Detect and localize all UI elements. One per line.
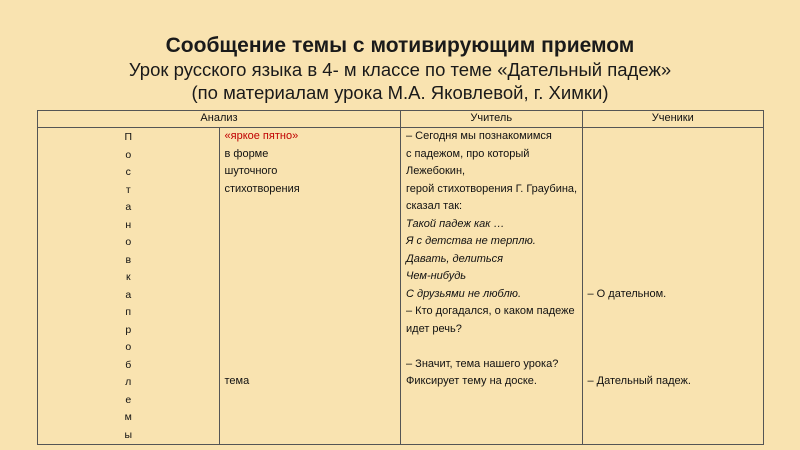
- poem-line: Давать, делиться: [406, 252, 504, 265]
- table-header-row: [38, 111, 764, 128]
- analysis-line: в форме: [224, 147, 269, 160]
- student-answer: – Дательный падеж.: [587, 375, 691, 387]
- poem-line: С друзьями не люблю.: [406, 287, 522, 300]
- vertical-letter: о: [125, 148, 132, 161]
- slide-header: [0, 33, 800, 104]
- vertical-letter: о: [125, 236, 132, 248]
- teacher-line: – Сегодня мы познакомимся: [406, 130, 552, 142]
- slide-title: Сообщение темы с мотивирующим приемом: [165, 34, 635, 57]
- teacher-line: сказал так:: [406, 200, 463, 212]
- header-students: Ученики: [582, 111, 764, 128]
- header-analysis: Анализ: [38, 111, 401, 128]
- vertical-letter: т: [125, 183, 131, 196]
- vertical-letter: с: [125, 166, 131, 178]
- slide-subtitle-line2: (по материалам урока М.А. Яковлевой, г. Химки): [191, 82, 609, 103]
- bright-spot-label: «яркое пятно»: [224, 130, 299, 142]
- analysis-line: шуточного: [224, 165, 278, 177]
- vertical-letter: в: [125, 253, 132, 266]
- analysis-line: стихотворения: [224, 182, 300, 195]
- poem-line: Такой падеж как …: [406, 217, 505, 230]
- students-cell: [582, 128, 764, 445]
- slide-subtitle-line1: Урок русского языка в 4- м классе по теме «Дательный падеж»: [128, 59, 672, 80]
- analysis-theme: тема: [224, 375, 250, 387]
- teacher-note: Фиксирует тему на доске.: [406, 375, 537, 387]
- vertical-label: [38, 128, 219, 444]
- poem-line: Я с детства не терплю.: [406, 235, 536, 247]
- teacher-question: – Кто догадался, о каком падеже: [406, 305, 575, 317]
- analysis-cell: [219, 128, 401, 445]
- teacher-question: – Значит, тема нашего урока?: [406, 357, 559, 370]
- vertical-letter: м: [124, 411, 132, 423]
- teacher-line: герой стихотворения Г. Граубина,: [406, 182, 578, 195]
- vertical-letter: р: [125, 323, 132, 336]
- vertical-letter: п: [125, 306, 132, 318]
- student-answer: – О дательном.: [587, 287, 667, 300]
- poem-line: Чем-нибудь: [406, 270, 467, 282]
- teacher-line: с падежом, про который Лежебокин,: [406, 147, 530, 177]
- vertical-letter: н: [125, 218, 132, 231]
- vertical-letter: е: [125, 393, 132, 406]
- lesson-table: [37, 110, 764, 445]
- vertical-letter: а: [125, 288, 132, 301]
- vertical-letter: о: [125, 341, 132, 353]
- vertical-letter: ы: [124, 428, 133, 441]
- vertical-letter: л: [125, 376, 132, 388]
- vertical-letter: б: [125, 358, 132, 371]
- header-teacher: Учитель: [401, 111, 583, 128]
- table-row: [38, 128, 764, 445]
- vertical-letter: к: [125, 271, 131, 283]
- vertical-letter: П: [124, 131, 133, 143]
- vertical-label-cell: [38, 128, 220, 445]
- teacher-question: идет речь?: [406, 322, 462, 335]
- vertical-letter: а: [125, 201, 132, 213]
- teacher-cell: [401, 128, 583, 445]
